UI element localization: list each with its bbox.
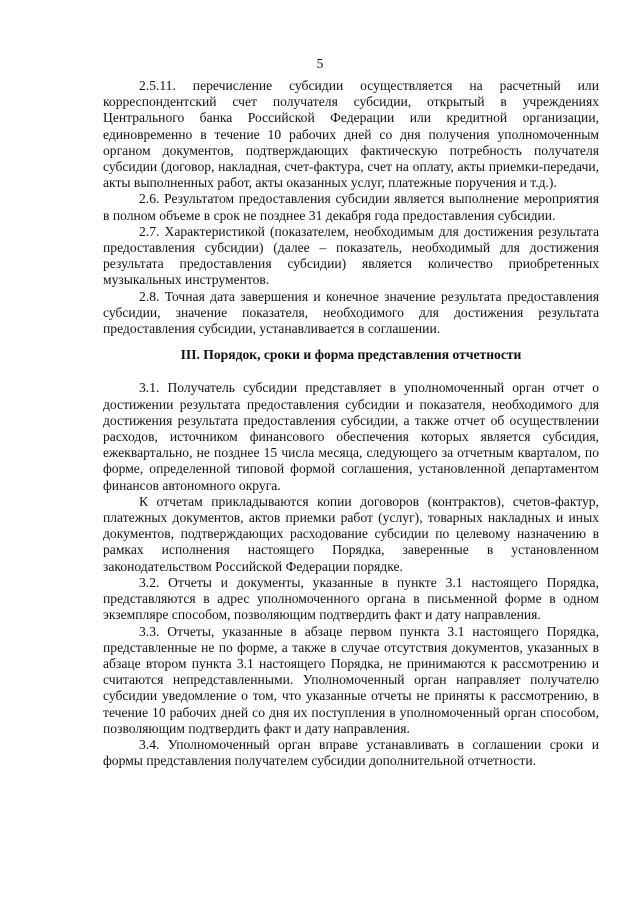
paragraph-2-5-11: 2.5.11. перечисление субсидии осуществляется на расчетный или корреспондентский счет получателя субсидии, открытый в учреждениях Центрального банка Российской Федерации или кредитной организации, единовременно в течение 10 рабочих дней со дня получения уполномоченным органом документов, подтверждающих фактическую потребность получателя субсидии (договор, накладная, счет-фактура, счет на оплату, акты приемки-передачи, акты выполненных работ, акты оказанных услуг, платежные поручения и т.д.). [103,78,599,191]
paragraph-3-3: 3.3. Отчеты, указанные в абзаце первом пункта 3.1 настоящего Порядка, представленные не по форме, а также в случае отсутствия документов, указанных в абзаце втором пункта 3.1 настоящего Порядка, не принимаются к рассмотрению и считаются непредставленными. Уполномоченный орган направляет получателю субсидии уведомление о том, что указанные отчеты не приняты к рассмотрению, в течение 10 рабочих дней со дня их поступления в уполномоченный орган способом, позволяющим подтвердить факт и дату направления. [103,623,599,736]
paragraph-3-1: 3.1. Получатель субсидии представляет в уполномоченный орган отчет о достижении результата предоставления субсидии и показателя, необходимого для достижения результата предоставления субсидии, а также отчет об осуществлении расходов, источником финансового обеспечения которых является субсидия, ежеквартально, не позднее 15 числа месяца, следующего за отчетным кварталом, по форме, определенной типовой формой соглашения, установленной департаментом финансов автономного округа. [103,380,599,493]
paragraph-2-7: 2.7. Характеристикой (показателем, необходимым для достижения результата предоставления субсидии) (далее – показатель, необходимый для достижения результата предоставления субсидии) является количество приобретенных музыкальных инструментов. [103,223,599,288]
paragraph-2-8: 2.8. Точная дата завершения и конечное значение результата предоставления субсидии, значение показателя, необходимого для достижения результата предоставления субсидии, устанавливается в соглашении. [103,288,599,337]
section-heading: III. Порядок, сроки и форма представления отчетности [180,347,522,363]
paragraph-2-6: 2.6. Результатом предоставления субсидии является выполнение мероприятия в полном объеме в срок не позднее 31 декабря года предоставления субсидии. [103,191,599,223]
paragraph-3-2: 3.2. Отчеты и документы, указанные в пункте 3.1 настоящего Порядка, представляются в адрес уполномоченного органа в письменной форме в одном экземпляре способом, позволяющим подтвердить факт и дату направления. [103,574,599,623]
paragraph-3-4: 3.4. Уполномоченный орган вправе устанавливать в соглашении сроки и формы представления получателем субсидии дополнительной отчетности. [103,736,599,769]
paragraph-3-1-attachments: К отчетам прикладываются копии договоров (контрактов), счетов-фактур, платежных документов, актов приемки работ (услуг), товарных накладных и иных документов, подтверждающих расходование субсидии по целевому назначению в рамках исполнения настоящего Порядка, заверенные в установленном законодательством Российской Федерации порядке. [103,493,599,574]
page-number: 5 [316,56,324,71]
document-body [103,78,599,769]
